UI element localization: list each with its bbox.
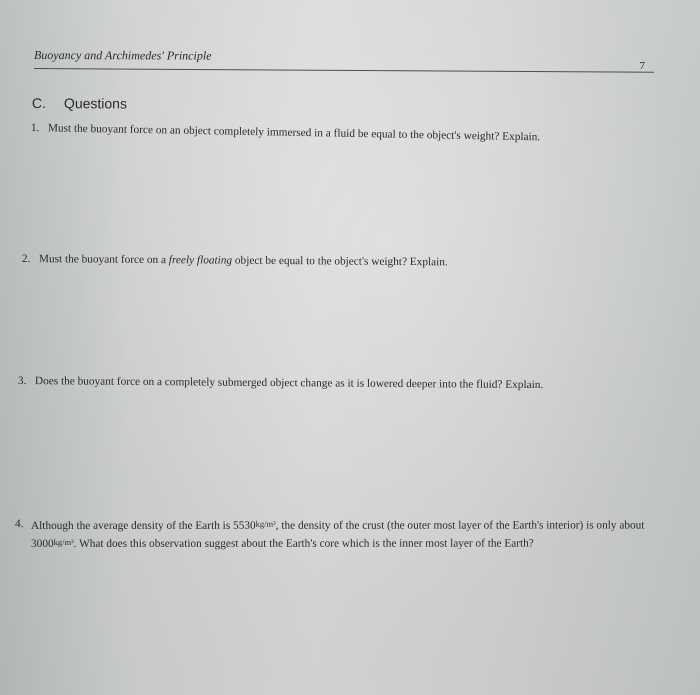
section-label: C.: [31, 95, 46, 112]
question-text: Must the buoyant force on an object completely immersed in a fluid be equal to the object's weight? Explain.: [47, 122, 541, 144]
question-text-after: object be equal to the object's weight? Explain.: [232, 254, 448, 269]
density-unit: kg/m³: [53, 536, 74, 547]
question-text: [39, 252, 592, 271]
header-rule: [34, 68, 654, 73]
question-text: [31, 516, 670, 552]
question-2: [22, 252, 592, 271]
density-unit: kg/m³: [255, 518, 276, 529]
question-number: 2.: [21, 252, 31, 266]
question-1: [31, 121, 651, 147]
section-heading: [32, 95, 127, 111]
question-3: [18, 374, 658, 394]
page-number: 7: [639, 60, 645, 72]
section-title: Questions: [63, 95, 128, 112]
question-text-part-1: Although the average density of the Earth is 5530: [31, 519, 256, 532]
question-text-before: Must the buoyant force on a: [38, 253, 169, 267]
question-number: 1.: [30, 121, 40, 135]
question-4: [15, 516, 670, 552]
page-header: [33, 48, 654, 72]
question-text-part-3: . What does this observation suggest about the Earth's core which is the inner most layer of the Earth?: [73, 537, 534, 550]
question-emphasis: freely floating: [168, 254, 233, 267]
question-text-part-2: , the density of the crust (the outer most layer of the Earth's interior) is only about 3000: [31, 519, 645, 550]
question-number: 3.: [17, 374, 27, 388]
question-text: Does the buoyant force on a completely submerged object change as it is lowered deeper into the fluid? Explain.: [34, 375, 544, 392]
question-number: 4.: [15, 517, 24, 530]
header-title: Buoyancy and Archimedes' Principle: [33, 48, 212, 63]
